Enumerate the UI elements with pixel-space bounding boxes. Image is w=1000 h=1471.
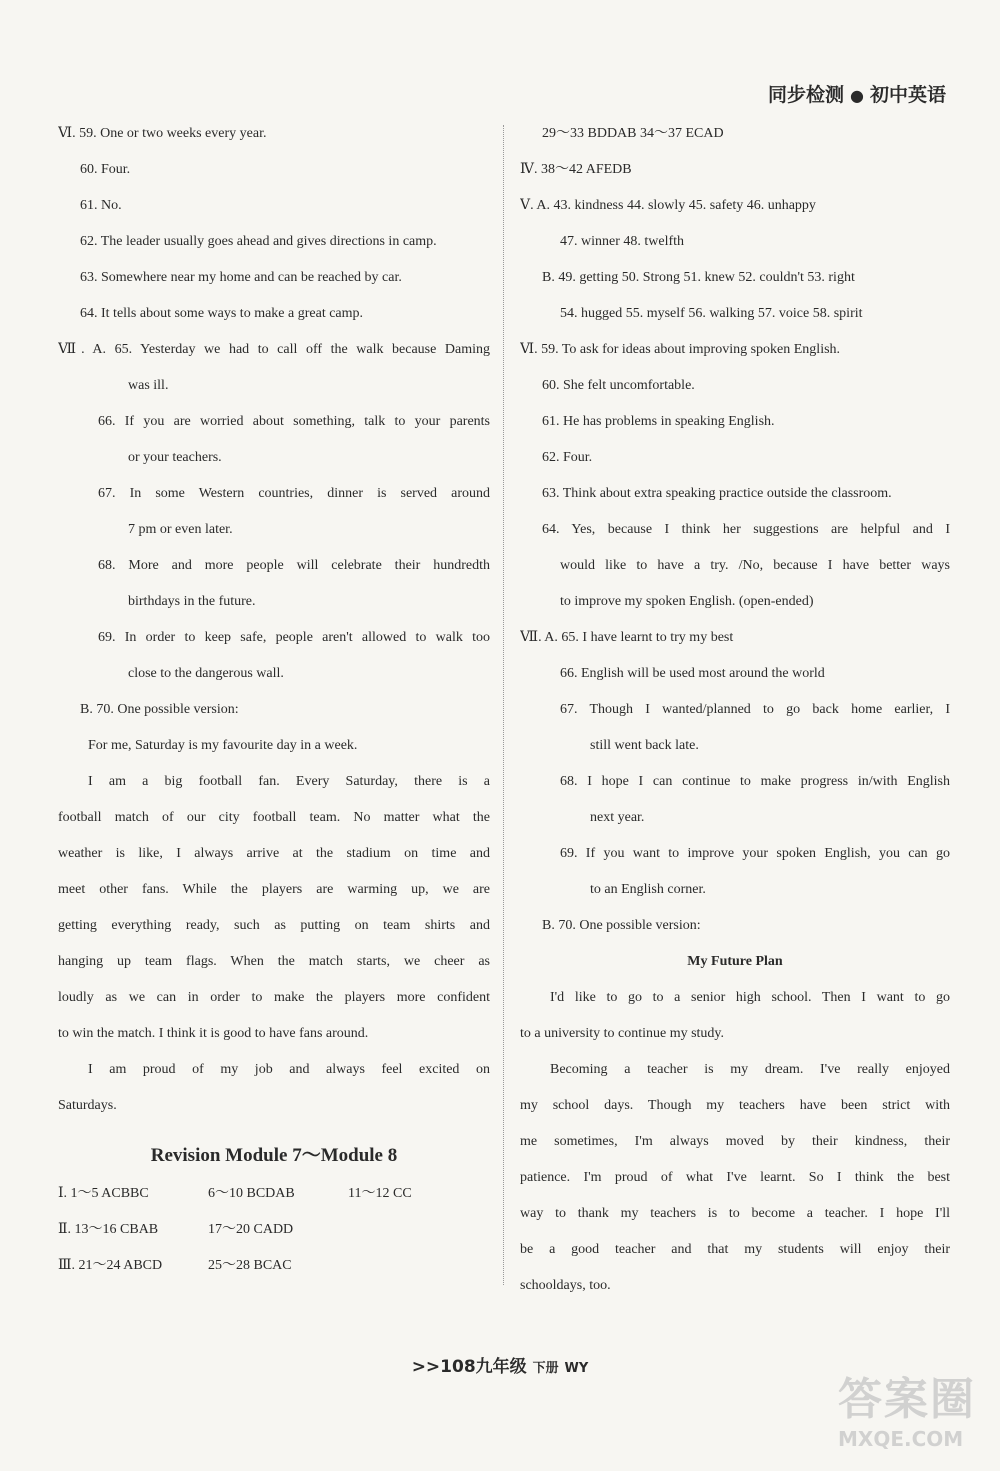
volume-label: 下册 — [532, 1361, 559, 1376]
answer-line: Ⅵ. 59. One or two weeks every year. — [58, 126, 267, 141]
grade-label: 九年级 — [475, 1357, 527, 1377]
answer-line: 69. If you want to improve your spoken English, you can go — [560, 846, 950, 861]
answer-line: 64. It tells about some ways to make a great camp. — [80, 306, 364, 321]
page-header — [768, 80, 946, 107]
answer-line: For me, Saturday is my favourite day in a week. — [88, 738, 358, 753]
answer-line: 63. Think about extra speaking practice outside the classroom. — [542, 486, 892, 501]
answer-line: 62. Four. — [542, 450, 593, 465]
answer-line: weather is like, I always arrive at the stadium on time and — [58, 846, 490, 861]
answer-line: Saturdays. — [58, 1098, 117, 1113]
answer-line: be a good teacher and that my students will enjoy their — [520, 1242, 950, 1257]
answer-line: schooldays, too. — [520, 1278, 611, 1293]
answer-line: still went back late. — [590, 738, 699, 753]
answer-line: close to the dangerous wall. — [128, 666, 284, 681]
series-title: 同步检测 — [768, 84, 845, 106]
page-number: >>108 — [411, 1357, 476, 1377]
answer-line: Ⅶ. A. 65. Yesterday we had to call off the walk because Daming — [58, 342, 490, 357]
answer-line: 66. English will be used most around the world — [560, 666, 825, 681]
column-divider — [503, 125, 504, 1285]
answer-line: 61. No. — [80, 198, 122, 213]
right-column — [520, 120, 950, 1308]
watermark — [838, 1363, 976, 1451]
answer-line: would like to have a try. /No, because I have better ways — [560, 558, 950, 573]
answer-row — [58, 1216, 490, 1252]
answer-line: 68. I hope I can continue to make progress in/with English — [560, 774, 950, 789]
answer-line: Becoming a teacher is my dream. I've really enjoyed — [550, 1062, 950, 1077]
answer-line: Ⅵ. 59. To ask for ideas about improving spoken English. — [520, 342, 841, 357]
answer-line: Ⅶ. A. 65. I have learnt to try my best — [520, 630, 734, 645]
answer-line: 66. If you are worried about something, talk to your parents — [98, 414, 490, 429]
left-column — [58, 120, 490, 1288]
answer-cell: 17～20 CADD — [208, 1222, 294, 1237]
watermark-site: MXQE.COM — [838, 1427, 964, 1451]
answer-line: 54. hugged 55. myself 56. walking 57. voice 58. spirit — [560, 306, 863, 321]
answer-line: I am a big football fan. Every Saturday, there is a — [88, 774, 490, 789]
subject-title: 初中英语 — [869, 84, 946, 106]
answer-line: way to thank my teachers is to become a teacher. I hope I'll — [520, 1206, 950, 1221]
answer-line: to improve my spoken English. (open-ended) — [560, 594, 814, 609]
answer-line: to a university to continue my study. — [520, 1026, 725, 1041]
answer-line: to an English corner. — [590, 882, 706, 897]
answer-cell: 6～10 BCDAB — [208, 1186, 295, 1201]
answer-line: 60. She felt uncomfortable. — [542, 378, 695, 393]
answer-line: 60. Four. — [80, 162, 131, 177]
answer-line: B. 70. One possible version: — [542, 918, 701, 933]
answer-line: B. 49. getting 50. Strong 51. knew 52. couldn't 53. right — [542, 270, 855, 285]
answer-line: to win the match. I think it is good to have fans around. — [58, 1026, 369, 1041]
answer-line: 69. In order to keep safe, people aren't allowed to walk too — [98, 630, 490, 645]
answer-cell: 25～28 BCAC — [208, 1258, 292, 1273]
answer-line: loudly as we can in order to make the players more confident — [58, 990, 490, 1005]
answer-line: B. 70. One possible version: — [80, 702, 239, 717]
section-title: Revision Module 7～Module 8 — [150, 1145, 398, 1166]
answer-line: getting everything ready, such as putting on team shirts and — [58, 918, 490, 933]
answer-line: 68. More and more people will celebrate their hundredth — [98, 558, 490, 573]
answer-line: 67. In some Western countries, dinner is served around — [98, 486, 490, 501]
answer-line: My Future Plan — [687, 954, 783, 969]
answer-line: Ⅴ. A. 43. kindness 44. slowly 45. safety 46. unhappy — [520, 198, 816, 213]
answer-line: me sometimes, I'm always moved by their kindness, their — [520, 1134, 950, 1149]
answer-cell: Ⅰ. 1～5 ACBBC — [58, 1186, 149, 1201]
answer-line: 67. Though I wanted/planned to go back home earlier, I — [560, 702, 950, 717]
answer-line: or your teachers. — [128, 450, 222, 465]
edition-label: WY — [564, 1361, 589, 1376]
answer-line: Ⅳ. 38～42 AFEDB — [520, 162, 632, 177]
answer-line: 47. winner 48. twelfth — [560, 234, 685, 249]
answer-row — [58, 1180, 490, 1216]
answer-line: 61. He has problems in speaking English. — [542, 414, 775, 429]
answer-cell: Ⅲ. 21～24 ABCD — [58, 1258, 163, 1273]
answer-line: was ill. — [128, 378, 169, 393]
answer-line: meet other fans. While the players are warming up, we are — [58, 882, 490, 897]
answer-line: my school days. Though my teachers have been strict with — [520, 1098, 950, 1113]
answer-line: 62. The leader usually goes ahead and gives directions in camp. — [80, 234, 437, 249]
answer-line: birthdays in the future. — [128, 594, 256, 609]
answer-line: 63. Somewhere near my home and can be reached by car. — [80, 270, 402, 285]
answer-line: I'd like to go to a senior high school. Then I want to go — [550, 990, 950, 1005]
answer-row — [58, 1252, 490, 1288]
bulb-icon: ● — [850, 86, 864, 105]
answer-line: next year. — [590, 810, 645, 825]
watermark-logo: 答案圈 — [838, 1374, 976, 1425]
answer-cell: 11～12 CC — [348, 1186, 412, 1201]
answer-line: football match of our city football team. No matter what the — [58, 810, 490, 825]
answer-line: I am proud of my job and always feel excited on — [88, 1062, 490, 1077]
answer-line: 7 pm or even later. — [128, 522, 233, 537]
answer-line: 29～33 BDDAB 34～37 ECAD — [542, 126, 724, 141]
answer-line: hanging up team flags. When the match starts, we cheer as — [58, 954, 490, 969]
answer-line: 64. Yes, because I think her suggestions are helpful and I — [542, 522, 950, 537]
answer-cell: Ⅱ. 13～16 CBAB — [58, 1222, 159, 1237]
answer-line: patience. I'm proud of what I've learnt. So I think the best — [520, 1170, 950, 1185]
